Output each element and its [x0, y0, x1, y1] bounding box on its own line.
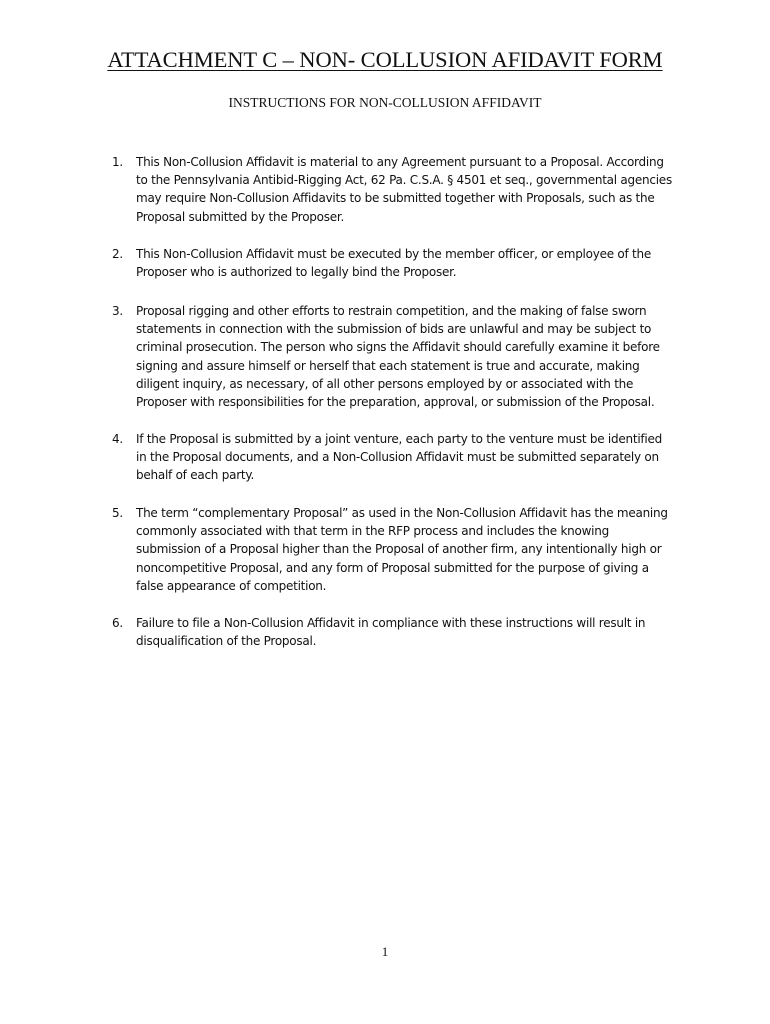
item-line: Proposal rigging and other efforts to restrain competition, and the making of false sworn	[136, 304, 647, 318]
item-line: This Non-Collusion Affidavit must be executed by the member officer, or employee of the	[136, 247, 651, 261]
item-line: Proposer who is authorized to legally bind the Proposer.	[136, 265, 457, 280]
item-text	[136, 153, 692, 226]
item-line: criminal prosecution. The person who signs the Affidavit should carefully examine it before	[136, 340, 660, 355]
item-line: false appearance of competition.	[136, 578, 327, 593]
item-line: commonly associated with that term in the RFP process and includes the knowing	[136, 524, 609, 539]
item-line: The term “complementary Proposal” as used in the Non-Collusion Affidavit has the meaning	[136, 506, 668, 520]
item-line: disqualification of the Proposal.	[136, 634, 317, 649]
item-text	[136, 504, 692, 595]
document-title: ATTACHMENT C – NON- COLLUSION AFIDAVIT FORM	[107, 47, 663, 72]
item-line: in the Proposal documents, and a Non-Collusion Affidavit must be submitted separately on	[136, 450, 659, 465]
item-text	[136, 245, 692, 281]
item-line: This Non-Collusion Affidavit is material to any Agreement pursuant to a Proposal. According	[136, 155, 664, 169]
item-line: Failure to file a Non-Collusion Affidavit in compliance with these instructions will result in	[136, 616, 646, 630]
item-line: signing and assure himself or herself that each statement is true and accurate, making	[136, 358, 640, 373]
item-text	[136, 302, 692, 411]
item-line: behalf of each party.	[136, 468, 255, 483]
item-line: statements in connection with the submission of bids are unlawful and may be subject to	[136, 322, 652, 337]
item-text	[136, 614, 692, 650]
item-line: If the Proposal is submitted by a joint venture, each party to the venture must be identified	[136, 432, 662, 446]
item-number: 5.	[112, 506, 123, 520]
item-number: 4.	[112, 432, 123, 446]
item-number: 6.	[112, 616, 123, 630]
item-line: Proposer with responsibilities for the preparation, approval, or submission of the Proposal.	[136, 395, 655, 410]
item-line: Proposal submitted by the Proposer.	[136, 209, 345, 224]
item-number: 2.	[112, 247, 123, 261]
item-text	[136, 430, 692, 485]
item-line: diligent inquiry, as necessary, of all other persons employed by or associated with the	[136, 376, 634, 391]
item-line: to the Pennsylvania Antibid-Rigging Act, 62 Pa. C.S.A. § 4501 et seq., governmental agencies	[136, 173, 672, 188]
page-number: 1	[381, 944, 389, 959]
item-number: 3.	[112, 304, 123, 318]
item-line: may require Non-Collusion Affidavits to be submitted together with Proposals, such as the	[136, 191, 655, 206]
item-line: submission of a Proposal higher than the Proposal of another firm, any intentionally high or	[136, 542, 662, 557]
instructions-heading: INSTRUCTIONS FOR NON-COLLUSION AFFIDAVIT	[228, 95, 542, 110]
item-line: noncompetitive Proposal, and any form of Proposal submitted for the purpose of giving a	[136, 560, 649, 575]
item-number: 1.	[112, 155, 123, 169]
